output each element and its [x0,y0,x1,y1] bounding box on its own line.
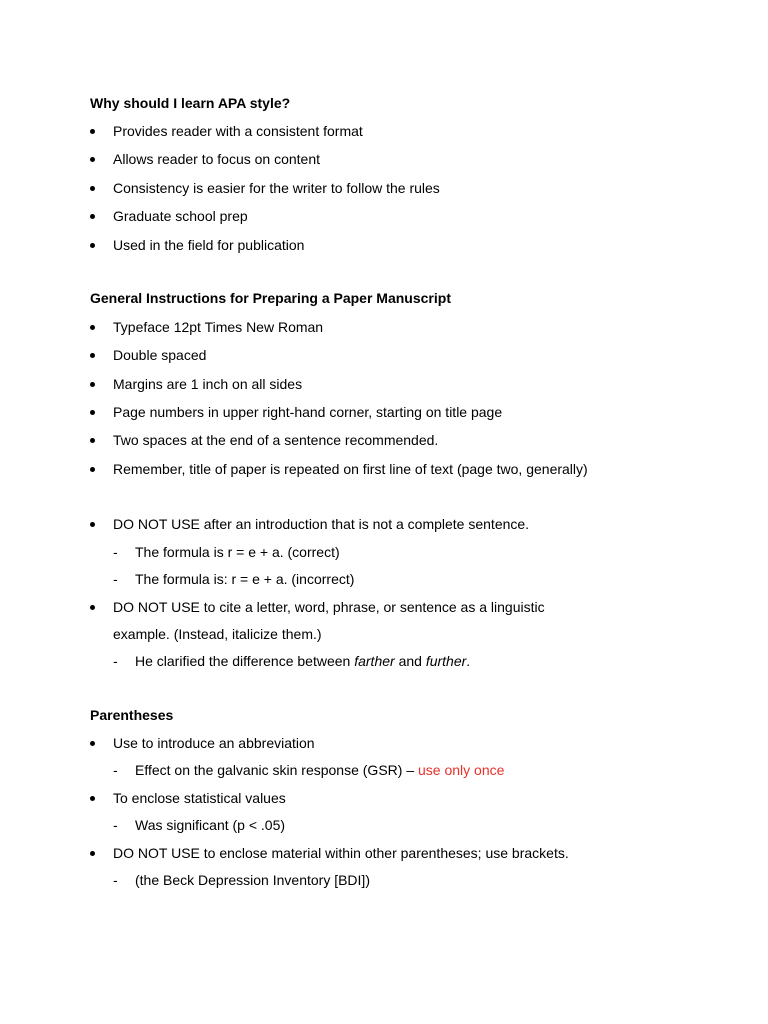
list-item: Remember, title of paper is repeated on first line of text (page two, generally) [113,461,588,477]
list-item: Margins are 1 inch on all sides [113,376,303,392]
bullet-icon [90,346,98,364]
list-item: Graduate school prep [113,208,248,224]
bullet-icon [90,734,98,752]
sub-list-item: The formula is: r = e + a. (incorrect) [135,571,355,587]
bullet-icon [90,207,98,225]
list-item: Two spaces at the end of a sentence recommended. [113,432,439,448]
section-heading-why-apa: Why should I learn APA style? [90,95,291,111]
bullet-icon [90,598,98,616]
bullet-icon [90,844,98,862]
list-item: To enclose statistical values [113,790,286,806]
list-item: Provides reader with a consistent format [113,123,363,139]
list-item: DO NOT USE to enclose material within other parentheses; use brackets. [113,845,569,861]
dash-marker: - [113,571,118,587]
example-text: . [466,653,471,669]
list-item: Use to introduce an abbreviation [113,735,315,751]
bullet-icon [90,179,98,197]
bullet-icon [90,789,98,807]
list-item: Consistency is easier for the writer to follow the rules [113,180,440,196]
dash-marker: - [113,762,118,778]
sub-list-item [135,761,504,779]
example-text: Effect on the galvanic skin response (GSR) – [135,762,418,778]
list-item: DO NOT USE after an introduction that is not a complete sentence. [113,516,530,532]
bullet-icon [90,318,98,336]
sub-list-item: Was significant (p < .05) [135,817,286,833]
bullet-icon [90,403,98,421]
bullet-icon [90,460,98,478]
dash-marker: - [113,653,118,669]
sub-list-item [135,652,470,670]
sub-list-item: (the Beck Depression Inventory [BDI]) [135,872,370,888]
list-item: DO NOT USE to cite a letter, word, phrase, or sentence as a linguistic [113,599,545,615]
list-item: Allows reader to focus on content [113,151,321,167]
dash-marker: - [113,544,118,560]
example-text: and [394,653,426,669]
bullet-icon [90,375,98,393]
list-item: Double spaced [113,347,207,363]
dash-marker: - [113,817,118,833]
italic-word-further: further [425,653,467,669]
list-item-continuation: example. (Instead, italicize them.) [113,626,322,642]
example-text: He clarified the difference between [135,653,355,669]
bullet-icon [90,122,98,140]
section-heading-parentheses: Parentheses [90,707,174,723]
italic-word-farther: farther [354,653,395,669]
list-item: Typeface 12pt Times New Roman [113,319,324,335]
bullet-icon [90,515,98,533]
bullet-icon [90,150,98,168]
list-item: Used in the field for publication [113,237,305,253]
section-heading-general-instructions: General Instructions for Preparing a Paper Manuscript [90,290,451,306]
dash-marker: - [113,872,118,888]
sub-list-item: The formula is r = e + a. (correct) [135,544,340,560]
highlight-note: use only once [418,762,505,778]
list-item: Page numbers in upper right-hand corner, starting on title page [113,404,503,420]
bullet-icon [90,431,98,449]
bullet-icon [90,236,98,254]
